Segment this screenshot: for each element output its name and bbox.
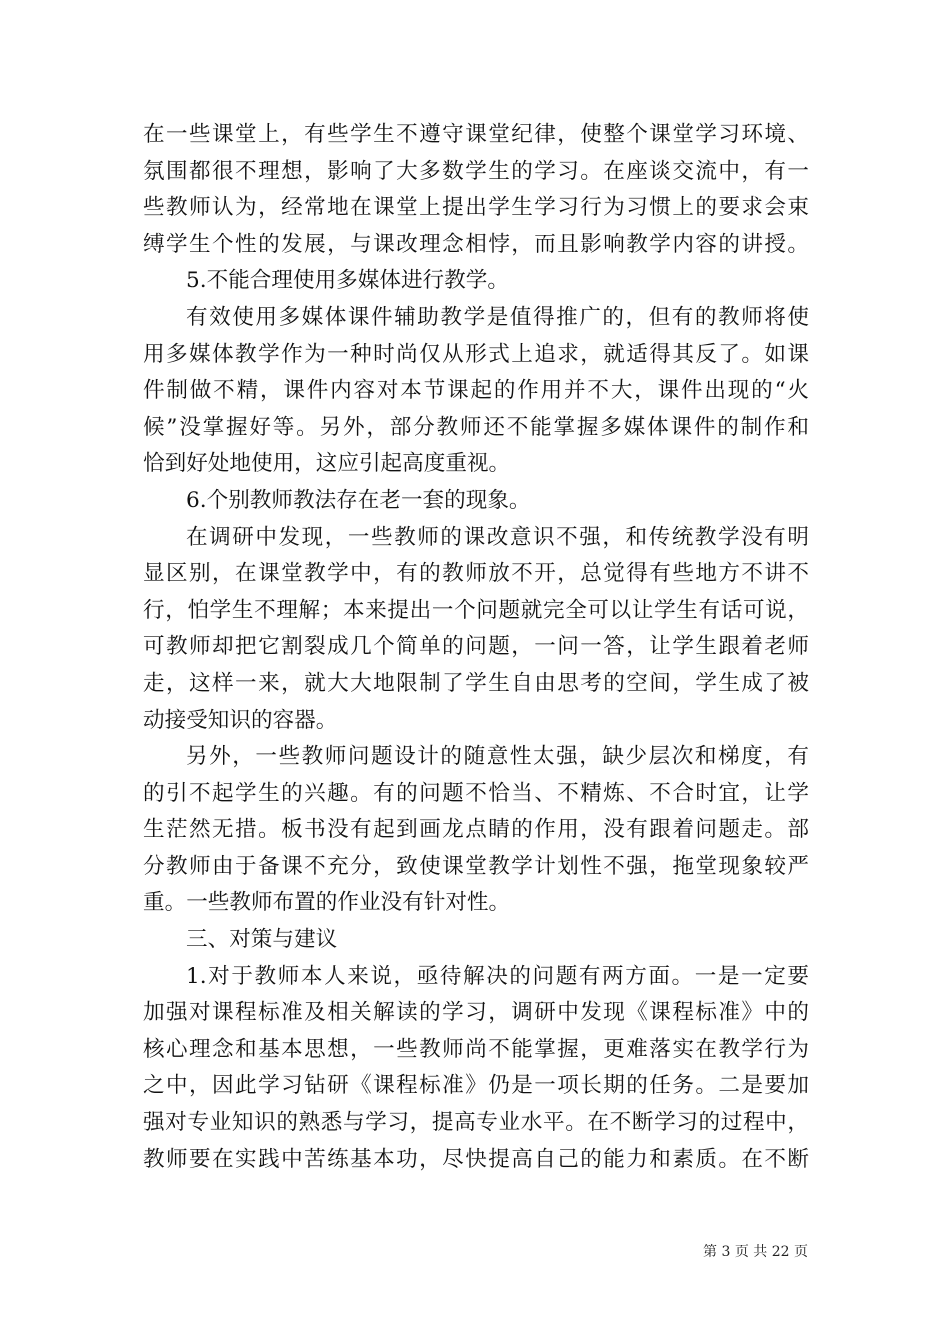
page-number: 第 3 页 共 22 页: [703, 1244, 808, 1260]
text-line: 分教师由于备课不充分，致使课堂教学计划性不强，拖堂现象较严: [143, 853, 809, 879]
text-line: 三、对策与建议: [186, 927, 338, 953]
text-line: 1.对于教师本人来说，亟待解决的问题有两方面。一是一定要: [186, 963, 809, 989]
text-line: 候”没掌握好等。另外，部分教师还不能掌握多媒体课件的制作和: [143, 414, 809, 440]
text-line: 动接受知识的容器。: [143, 707, 338, 733]
text-line: 强对专业知识的熟悉与学习，提高专业水平。在不断学习的过程中，: [143, 1110, 809, 1136]
text-line: 走，这样一来，就大大地限制了学生自由思考的空间，学生成了被: [143, 670, 809, 696]
text-line: 些教师认为，经常地在课堂上提出学生学习行为习惯上的要求会束: [143, 195, 809, 221]
text-line: 核心理念和基本思想，一些教师尚不能掌握，更难落实在教学行为: [143, 1036, 809, 1062]
text-line: 可教师却把它割裂成几个简单的问题，一问一答，让学生跟着老师: [143, 634, 809, 660]
text-line: 生茫然无措。板书没有起到画龙点睛的作用，没有跟着问题走。部: [143, 817, 809, 843]
text-line: 氛围都很不理想，影响了大多数学生的学习。在座谈交流中，有一: [143, 158, 809, 184]
text-line: 6.个别教师教法存在老一套的现象。: [186, 487, 531, 513]
text-line: 有效使用多媒体课件辅助教学是值得推广的，但有的教师将使: [186, 304, 809, 330]
text-line: 之中，因此学习钻研《课程标准》仍是一项长期的任务。二是要加: [143, 1073, 809, 1099]
text-line: 5.不能合理使用多媒体进行教学。: [186, 268, 509, 294]
text-line: 加强对课程标准及相关解读的学习，调研中发现《课程标准》中的: [143, 1000, 809, 1026]
text-line: 显区别，在课堂教学中，有的教师放不开，总觉得有些地方不讲不: [143, 561, 809, 587]
text-line: 件制做不精，课件内容对本节课起的作用并不大，课件出现的“火: [143, 378, 809, 404]
text-line: 缚学生个性的发展，与课改理念相悖，而且影响教学内容的讲授。: [143, 231, 809, 257]
text-line: 另外，一些教师问题设计的随意性太强，缺少层次和梯度，有: [186, 744, 809, 770]
text-line: 在调研中发现，一些教师的课改意识不强，和传统教学没有明: [186, 524, 809, 550]
text-line: 用多媒体教学作为一种时尚仅从形式上追求，就适得其反了。如课: [143, 341, 809, 367]
text-line: 恰到好处地使用，这应引起高度重视。: [143, 451, 511, 477]
text-line: 在一些课堂上，有些学生不遵守课堂纪律，使整个课堂学习环境、: [143, 122, 809, 147]
text-line: 重。一些教师布置的作业没有针对性。: [143, 890, 511, 916]
text-line: 教师要在实践中苦练基本功，尽快提高自己的能力和素质。在不断: [143, 1146, 809, 1172]
document-body: [143, 117, 809, 1178]
text-line: 行，怕学生不理解；本来提出一个问题就完全可以让学生有话可说，: [143, 597, 809, 623]
text-line: 的引不起学生的兴趣。有的问题不恰当、不精炼、不合时宜，让学: [143, 780, 809, 806]
